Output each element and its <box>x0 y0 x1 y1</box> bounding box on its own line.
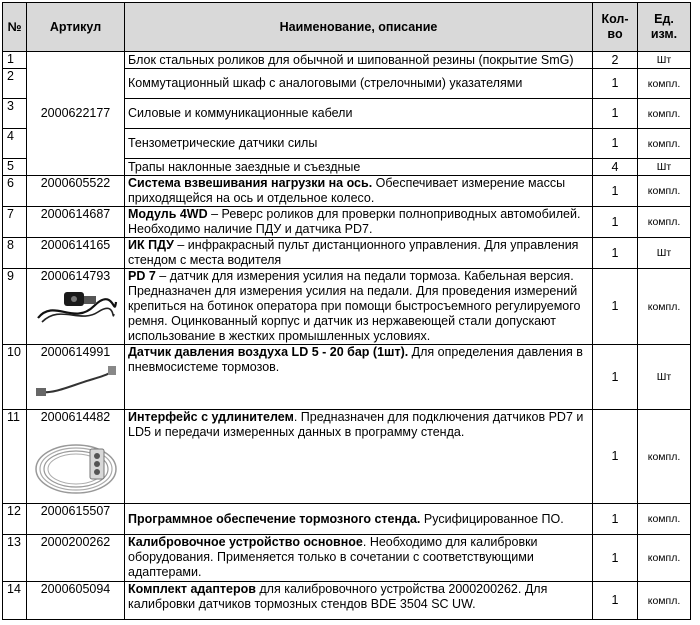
row-title: Комплект адаптеров <box>128 582 256 596</box>
row-article-cell <box>27 345 125 410</box>
row-desc <box>125 535 593 582</box>
row-no: 8 <box>3 238 27 269</box>
row-text: Русифицированное ПО. <box>420 511 564 526</box>
row-desc <box>125 345 593 410</box>
row-article: 2000614991 <box>40 345 111 359</box>
row-desc: Тензометрические датчики силы <box>125 129 593 159</box>
row-title: Калибровочное устройство основное <box>128 535 363 549</box>
row-title: ИК ПДУ <box>128 238 174 252</box>
row-desc <box>125 238 593 269</box>
table-row <box>3 52 691 69</box>
row-qty: 4 <box>593 159 638 176</box>
row-qty: 1 <box>593 504 638 535</box>
row-no: 7 <box>3 207 27 238</box>
row-title: Система взвешивания нагрузки на ось. <box>128 176 373 190</box>
row-unit: компл. <box>638 269 691 345</box>
table-row <box>3 176 691 207</box>
row-desc: Блок стальных роликов для обычной и шипованной резины (покрытие SmG) <box>125 52 593 69</box>
table-row <box>3 345 691 410</box>
table-row <box>3 238 691 269</box>
table-row <box>3 410 691 504</box>
row-no: 6 <box>3 176 27 207</box>
row-unit: компл. <box>638 129 691 159</box>
row-text: – Реверс роликов для проверки полноприводных автомобилей. Необходимо наличие ПДУ и датчика PD7. <box>128 207 581 236</box>
row-desc <box>125 504 593 535</box>
pressure-sensor-image <box>34 364 118 400</box>
row-no: 10 <box>3 345 27 410</box>
row-qty: 1 <box>593 238 638 269</box>
row-unit: компл. <box>638 535 691 582</box>
row-article: 2000605094 <box>27 582 125 620</box>
row-unit: компл. <box>638 207 691 238</box>
row-desc <box>125 269 593 345</box>
row-unit: Шт <box>638 52 691 69</box>
row-qty: 1 <box>593 582 638 620</box>
row-text: – датчик для измерения усилия на педали тормоза. Кабельная версия. Предназначен для измерения усилия на педали. Для проведения измерений крепиться на ботинок оператора при помощи быстросъемного регулируемого ремня. Оцинкованный корпус и датчик из нержавеющей стали допускают использование в жестких промышленных условиях. <box>128 269 581 343</box>
row-no: 9 <box>3 269 27 345</box>
pd7-sensor-image <box>34 288 118 328</box>
table-row <box>3 535 691 582</box>
table-row <box>3 504 691 535</box>
row-title: Интерфейс с удлинителем <box>128 410 294 424</box>
row-text: – инфракрасный пульт дистанционного управления. Для управления стендом с места водителя <box>128 238 579 267</box>
row-no: 4 <box>3 129 27 159</box>
row-unit: компл. <box>638 504 691 535</box>
row-unit: Шт <box>638 345 691 410</box>
row-desc <box>125 176 593 207</box>
row-article: 2000605522 <box>27 176 125 207</box>
row-unit: компл. <box>638 99 691 129</box>
row-text: . Предназначен для подключения датчиков PD7 и LD5 и передачи измеренных данных в программу стенда. <box>128 410 584 439</box>
table-row <box>3 582 691 620</box>
row-qty: 1 <box>593 176 638 207</box>
row-text: Для определения давления в пневмосистеме тормозов. <box>128 345 583 374</box>
row-desc: Коммутационный шкаф с аналоговыми (стрелочными) указателями <box>125 69 593 99</box>
row-qty: 2 <box>593 52 638 69</box>
row-article: 2000614482 <box>40 410 111 424</box>
row-no: 1 <box>3 52 27 69</box>
row-no: 2 <box>3 69 27 99</box>
row-article: 2000622177 <box>27 52 125 176</box>
row-desc <box>125 410 593 504</box>
row-desc: Трапы наклонные заездные и съездные <box>125 159 593 176</box>
row-unit: компл. <box>638 410 691 504</box>
row-no: 11 <box>3 410 27 504</box>
row-no: 14 <box>3 582 27 620</box>
interface-cable-image <box>32 429 120 499</box>
row-unit: компл. <box>638 176 691 207</box>
row-article-cell <box>27 269 125 345</box>
table-row <box>3 207 691 238</box>
row-qty: 1 <box>593 207 638 238</box>
row-no: 13 <box>3 535 27 582</box>
row-desc: Силовые и коммуникационные кабели <box>125 99 593 129</box>
row-qty: 1 <box>593 269 638 345</box>
row-desc <box>125 207 593 238</box>
row-title: Программное обеспечение тормозного стенда. <box>128 511 421 526</box>
row-unit: Шт <box>638 238 691 269</box>
row-title: Модуль 4WD <box>128 207 208 221</box>
header-article: Артикул <box>27 3 125 52</box>
row-qty: 1 <box>593 535 638 582</box>
row-text: для калибровочного устройства 2000200262. Для калибровки датчиков тормозных стендов BDE 3504 SC UW. <box>128 582 548 611</box>
row-title: PD 7 <box>128 269 156 283</box>
row-qty: 1 <box>593 69 638 99</box>
row-desc <box>125 582 593 620</box>
row-qty: 1 <box>593 99 638 129</box>
row-title: Датчик давления воздуха LD 5 - 20 бар (1шт). <box>128 345 409 359</box>
row-unit: компл. <box>638 69 691 99</box>
row-article-cell <box>27 410 125 504</box>
row-text: Обеспечивает измерение массы приходящейся на ось и отдельное колесо. <box>128 176 566 205</box>
row-article: 2000614687 <box>27 207 125 238</box>
row-no: 12 <box>3 504 27 535</box>
row-article: 2000200262 <box>27 535 125 582</box>
row-unit: компл. <box>638 582 691 620</box>
row-article: 2000614793 <box>40 269 111 283</box>
row-qty: 1 <box>593 345 638 410</box>
header-qty: Кол-во <box>593 3 638 52</box>
row-qty: 1 <box>593 410 638 504</box>
table-row <box>3 269 691 345</box>
spec-table <box>2 2 691 620</box>
row-article: 2000614165 <box>27 238 125 269</box>
header-row <box>3 3 691 52</box>
row-no: 5 <box>3 159 27 176</box>
row-no: 3 <box>3 99 27 129</box>
row-unit: Шт <box>638 159 691 176</box>
row-qty: 1 <box>593 129 638 159</box>
row-text: . Необходимо для калибровки оборудования. Применяется только в сочетании с соответствующими адаптерами. <box>128 535 538 579</box>
header-unit: Ед. изм. <box>638 3 691 52</box>
header-name: Наименование, описание <box>125 3 593 52</box>
row-article: 2000615507 <box>27 504 125 535</box>
header-no: № <box>3 3 27 52</box>
